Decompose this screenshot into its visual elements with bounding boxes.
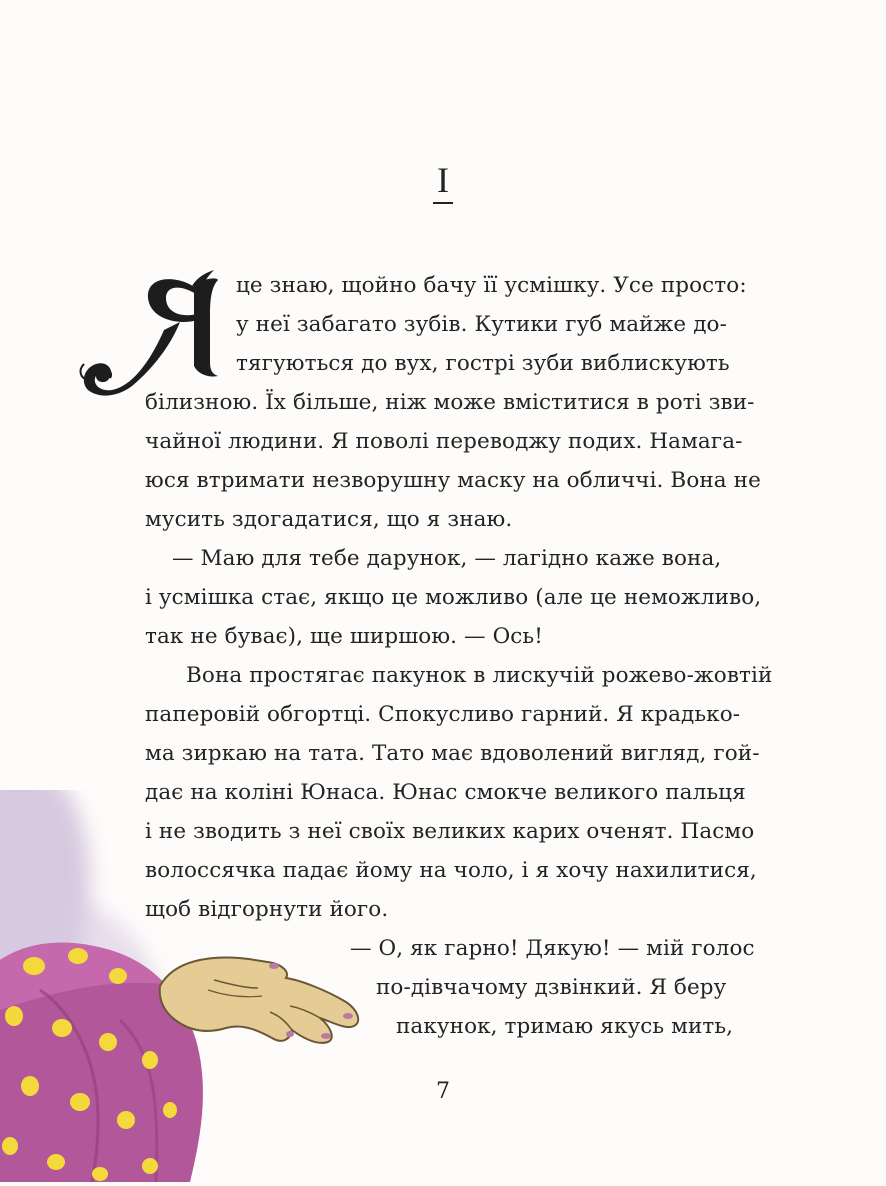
text-line: це знаю, щойно бачу її усмішку. Усе просто: — [236, 273, 747, 298]
hand-illustration — [0, 790, 380, 1182]
text-line: у неї забагато зубів. Кутики губ майже до- — [236, 312, 727, 337]
text-line: так не буває), ще ширшою. — Ось! — [145, 624, 543, 649]
text-line: — О, як гарно! Дякую! — мій голос — [350, 936, 755, 961]
text-line: волоссячка падає йому на чоло, і я хочу нахилитися, — [145, 858, 757, 883]
chapter-number-text: I — [433, 160, 453, 204]
text-line: і не зводить з неї своїх великих карих оченят. Пасмо — [145, 819, 755, 844]
text-line: ма зиркаю на тата. Тато має вдоволений вигляд, гой- — [145, 741, 760, 766]
text-line: мусить здогадатися, що я знаю. — [145, 507, 513, 532]
text-line: юся втримати незворушну маску на обличчі. Вона не — [145, 468, 761, 493]
text-line: пакунок, тримаю якусь мить, — [396, 1014, 734, 1039]
text-line: дає на коліні Юнаса. Юнас смокче великого пальця — [145, 780, 746, 805]
text-line: чайної людини. Я поволі переводжу подих. Намага- — [145, 429, 743, 454]
text-line: і усмішка стає, якщо це можливо (але це неможливо, — [145, 585, 762, 610]
text-line: по-дівчачому дзвінкий. Я беру — [376, 975, 727, 1000]
chapter-number — [0, 160, 886, 200]
text-line: білизною. Їх більше, ніж може вміститися в роті зви- — [145, 390, 755, 415]
page-number: 7 — [436, 1079, 450, 1104]
text-line: — Маю для тебе дарунок, — лагідно каже вона, — [172, 546, 722, 571]
hand-with-sleeve-image — [0, 790, 380, 1182]
text-line: Вона простягає пакунок в лискучій рожево-жовтій — [186, 663, 773, 688]
text-line: паперовій обгортці. Спокусливо гарний. Я крадько- — [145, 702, 741, 727]
text-line: щоб відгорнути його. — [145, 897, 389, 922]
text-line: тягуються до вух, гострі зуби виблискують — [236, 351, 730, 376]
